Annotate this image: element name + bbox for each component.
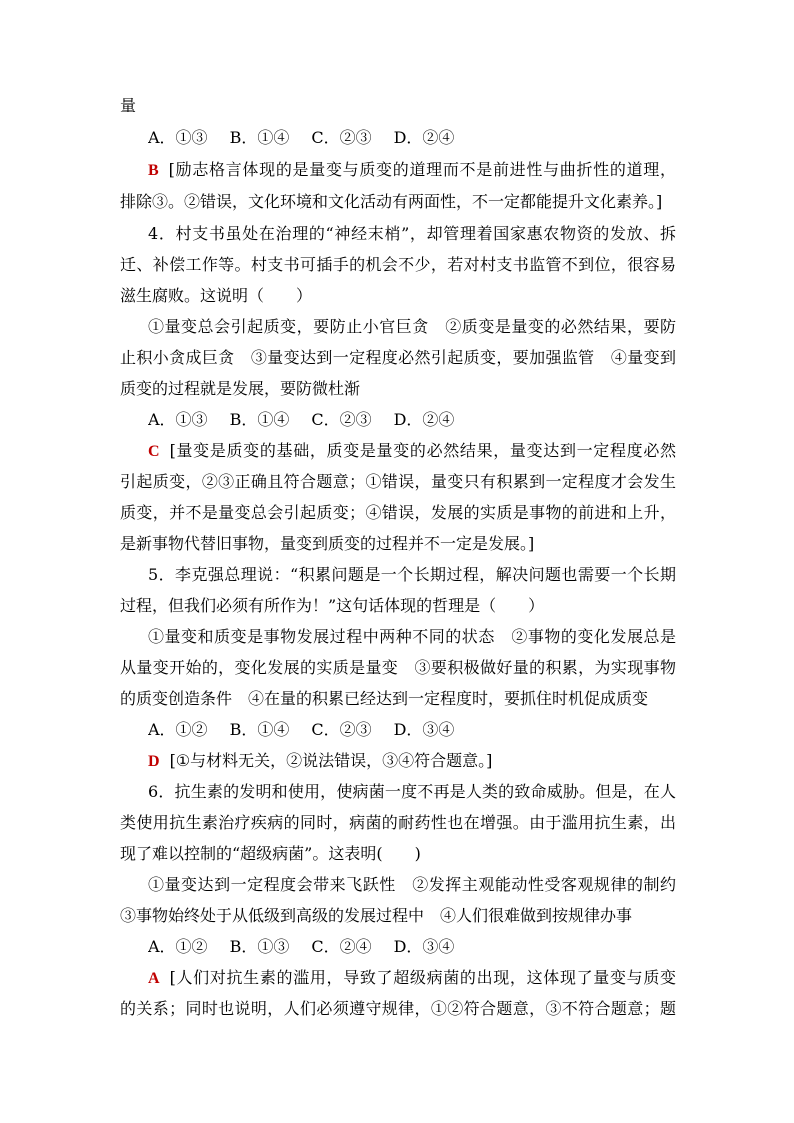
q6-options-line-1: ①量变达到一定程度会带来飞跃性 ②发挥主观能动性受客观规律的制约 — [148, 875, 676, 894]
q4-stem-line-1: 4．村支书虽处在治理的“神经末梢”，却管理着国家惠农物资的发放、拆 — [148, 224, 676, 243]
q3-choice-c: C．②③ — [311, 128, 372, 147]
q4-choice-c: C．②③ — [311, 410, 372, 429]
q3-choice-d: D．②④ — [393, 128, 455, 147]
q4-options-line-3: 质变的过程就是发展，要防微杜渐 — [120, 379, 361, 398]
q6-choices — [148, 931, 676, 962]
q5-options-line-3: 的质变创造条件 ④在量的积累已经达到一定程度时，要抓住时机促成质变 — [120, 689, 649, 708]
q4-options-line-2: 止积小贪成巨贪 ③量变达到一定程度必然引起质变，要加强监管 ④量变到 — [120, 348, 676, 367]
q4-choice-b: B．①④ — [229, 410, 290, 429]
q5-choice-d: D．③④ — [393, 720, 455, 739]
q5-options-line-2: 从量变开始的，变化发展的实质是量变 ③要积极做好量的积累，为实现事物 — [120, 658, 676, 677]
q4-explanation-line-2: 引起质变，②③正确且符合题意；①错误，量变只有积累到一定程度才会发生 — [120, 472, 676, 491]
q6-explanation-text-1: [人们对抗生素的滥用，导致了超级病菌的出现，这体现了量变与质变 — [169, 968, 676, 987]
q3-choice-b: B．①④ — [229, 128, 290, 147]
q5-choice-a: A．①② — [148, 720, 208, 739]
q5-choice-b: B．①④ — [229, 720, 290, 739]
q3-answer: B — [148, 162, 159, 179]
q4-stem-line-2: 迁、补偿工作等。村支书可插手的机会不少，若对村支书监管不到位，很容易 — [120, 255, 676, 274]
q4-explanation-line-1 — [148, 435, 676, 466]
q6-choice-b: B．①③ — [229, 937, 290, 956]
q5-stem-line-2: 过程，但我们必须有所作为！”这句话体现的哲理是（ ） — [120, 596, 545, 615]
q6-options-line-2: ③事物始终处于从低级到高级的发展过程中 ④人们很难做到按规律办事 — [120, 906, 633, 925]
q6-choice-d: D．③④ — [393, 937, 455, 956]
q3-explanation-text-1: [励志格言体现的是量变与质变的道理而不是前进性与曲折性的道理， — [168, 160, 676, 179]
q4-choices — [148, 404, 676, 435]
q3-explanation-line-2: 排除③。②错误，文化环境和文化活动有两面性，不一定都能提升文化素养。] — [120, 192, 663, 211]
q4-choice-a: A．①③ — [148, 410, 208, 429]
q3-choice-a: A．①③ — [148, 128, 208, 147]
q5-choices — [148, 714, 676, 745]
q4-explanation-line-4: 是新事物代替旧事物，量变到质变的过程并不一定是发展。] — [120, 534, 535, 553]
q6-choice-c: C．②④ — [311, 937, 372, 956]
q5-explanation-line-1 — [148, 745, 676, 776]
q5-answer: D — [148, 753, 160, 770]
q6-stem-line-1: 6．抗生素的发明和使用，使病菌一度不再是人类的致命威胁。但是，在人 — [148, 782, 676, 801]
q5-choice-c: C．②③ — [311, 720, 372, 739]
q3-explanation-line-1 — [148, 154, 676, 185]
q4-explanation-text-1: [量变是质变的基础，质变是量变的必然结果，量变达到一定程度必然 — [169, 441, 676, 460]
q6-stem-line-2: 类使用抗生素治疗疾病的同时，病菌的耐药性也在增强。由于滥用抗生素，出 — [120, 813, 676, 832]
q3-choices — [148, 122, 676, 153]
q5-stem-line-1: 5．李克强总理说：“积累问题是一个长期过程，解决问题也需要一个长期 — [148, 565, 676, 584]
q4-answer: C — [148, 443, 160, 460]
q6-answer: A — [148, 970, 160, 987]
q6-explanation-line-1 — [148, 962, 676, 993]
q4-choice-d: D．②④ — [393, 410, 455, 429]
q5-options-line-1: ①量变和质变是事物发展过程中两种不同的状态 ②事物的变化发展总是 — [148, 627, 676, 646]
q4-stem-line-3: 滋生腐败。这说明（ ） — [120, 286, 313, 305]
q4-explanation-line-3: 质变，并不是量变总会引起质变；④错误，发展的实质是事物的前进和上升， — [120, 503, 676, 522]
q6-choice-a: A．①② — [148, 937, 208, 956]
q6-stem-line-3: 现了难以控制的“超级病菌”。这表明( ) — [120, 844, 421, 863]
q6-explanation-line-2: 的关系；同时也说明，人们必须遵守规律，①②符合题意，③不符合题意；题 — [120, 999, 676, 1018]
q5-explanation-text-1: [①与材料无关，②说法错误，③④符合题意。] — [169, 751, 493, 770]
q4-options-line-1: ①量变总会引起质变，要防止小官巨贪 ②质变是量变的必然结果，要防 — [148, 317, 676, 336]
q3-stem-tail: 量 — [120, 96, 137, 115]
